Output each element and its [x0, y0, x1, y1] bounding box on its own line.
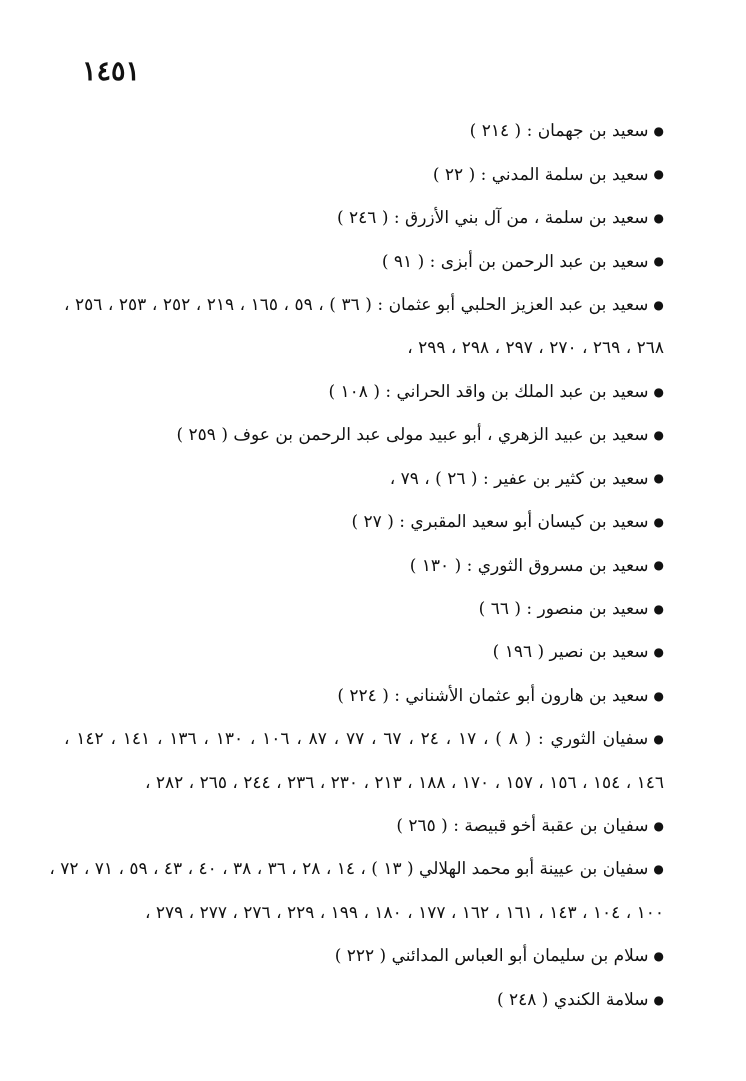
entry-label: سعيد بن عبيد الزهري ، أبو عبيد مولى عبد الرحمن بن عوف ( ٢٥٩ ) [176, 425, 649, 446]
index-entry [49, 848, 664, 935]
bullet-icon: ● [653, 471, 664, 486]
entry-label: سعيد بن سلمة المدني : ( ٢٢ ) [432, 164, 649, 185]
entry-text [337, 686, 664, 706]
entry-text [497, 990, 664, 1010]
index-entry [64, 675, 664, 718]
bullet-icon: ● [653, 124, 664, 138]
entry-text [49, 848, 664, 891]
bullet-icon: ● [653, 732, 664, 747]
index-entry [64, 979, 664, 1022]
entry-text [479, 599, 664, 619]
entry-label: سعيد بن هارون أبو عثمان الأشناني : ( ٢٢٤ ) [337, 685, 649, 706]
bullet-icon: ● [653, 949, 664, 964]
entry-label: سفيان الثوري : ( ٨ ) ، ١٧ ، ٢٤ ، ٦٧ ، ٧٧ ، ٨٧ ، ١٠٦ ، ١٣٠ ، ١٣٦ ، ١٤١ ، ١٤٢ ، [64, 729, 649, 750]
entry-text [335, 946, 664, 966]
entry-label: سعيد بن عبد العزيز الحلبي أبو عثمان : ( ٣٦ ) ، ٥٩ ، ١٦٥ ، ٢١٩ ، ٢٥٢ ، ٢٥٣ ، ٢٥٦ ، [64, 294, 649, 315]
index-entry [64, 153, 664, 196]
entry-label: سعيد بن عبد الرحمن بن أبزى : ( ٩١ ) [381, 251, 649, 272]
entry-continuation: ١٤٦ ، ١٥٤ ، ١٥٦ ، ١٥٧ ، ١٧٠ ، ١٨٨ ، ٢١٣ ، ٢٣٠ ، ٢٣٦ ، ٢٤٤ ، ٢٦٥ ، ٢٨٢ ، [144, 772, 664, 793]
index-entry [64, 284, 664, 371]
index-entry [64, 240, 664, 283]
entry-continuation: ١٠٠ ، ١٠٤ ، ١٤٣ ، ١٦١ ، ١٦٢ ، ١٧٧ ، ١٨٠ ، ١٩٩ ، ٢٢٩ ، ٢٧٦ ، ٢٧٧ ، ٢٧٩ ، [144, 902, 664, 923]
entry-text [433, 165, 664, 185]
index-entry [64, 457, 664, 500]
entry-label: سفيان بن عقبة أخو قبيصة : ( ٢٦٥ ) [396, 816, 649, 837]
entry-label: سعيد بن نصير ( ١٩٦ ) [492, 642, 649, 663]
index-entry [64, 544, 664, 587]
index-entry [64, 110, 664, 153]
bullet-icon: ● [653, 601, 664, 616]
page-number: ١٤٥١ [82, 56, 141, 87]
bullet-icon: ● [653, 818, 664, 833]
index-entry [64, 805, 664, 848]
bullet-icon: ● [653, 254, 664, 269]
entry-label: سعيد بن سلمة ، من آل بني الأزرق : ( ٢٤٦ ) [337, 208, 649, 229]
bullet-icon: ● [653, 558, 664, 573]
entry-text [382, 252, 664, 272]
entry-text [493, 642, 664, 662]
entry-text [64, 718, 664, 761]
bullet-icon: ● [653, 297, 665, 312]
entry-text [470, 121, 664, 141]
bullet-icon: ● [653, 862, 664, 877]
entry-label: سلام بن سليمان أبو العباس المدائني ( ٢٢٢ ) [334, 946, 649, 967]
entry-label: سعيد بن جهمان : ( ٢١٤ ) [469, 121, 649, 142]
entry-label: سعيد بن كثير بن عفير : ( ٢٦ ) ، ٧٩ ، [389, 468, 649, 489]
entry-text [396, 816, 664, 836]
index-entry [64, 718, 664, 805]
index-entry [64, 501, 664, 544]
index-entry [64, 197, 664, 240]
entry-label: سفيان بن عيينة أبو محمد الهلالي ( ١٣ ) ، ١٤ ، ٢٨ ، ٣٦ ، ٣٨ ، ٤٠ ، ٤٣ ، ٥٩ ، ٧١ ، ٧٢ ، [49, 859, 649, 880]
bullet-icon: ● [653, 992, 664, 1007]
bullet-icon: ● [653, 428, 664, 443]
entry-label: سعيد بن عبد الملك بن واقد الحراني : ( ١٠٨ ) [328, 381, 649, 402]
entry-label: سعيد بن مسروق الثوري : ( ١٣٠ ) [409, 555, 649, 576]
index-entry [64, 631, 664, 674]
bullet-icon: ● [653, 688, 664, 703]
bullet-icon: ● [653, 210, 664, 225]
index-entry [64, 588, 664, 631]
index-entry [64, 414, 664, 457]
index-entry [64, 935, 664, 978]
index-entry [64, 371, 664, 414]
bullet-icon: ● [653, 645, 664, 660]
entry-continuation: ٢٦٨ ، ٢٦٩ ، ٢٧٠ ، ٢٩٧ ، ٢٩٨ ، ٢٩٩ ، [407, 338, 664, 359]
entry-text [352, 512, 665, 532]
entry-label: سلامة الكندي ( ٢٤٨ ) [496, 989, 649, 1010]
bullet-icon: ● [653, 167, 664, 182]
name-index-list [49, 110, 665, 1022]
entry-text [176, 425, 664, 445]
entry-text [390, 469, 664, 489]
entry-text [64, 284, 664, 327]
entry-text [328, 382, 664, 402]
entry-label: سعيد بن منصور : ( ٦٦ ) [478, 598, 649, 619]
entry-label: سعيد بن كيسان أبو سعيد المقبري : ( ٢٧ ) [351, 512, 649, 533]
entry-text [337, 208, 664, 228]
bullet-icon: ● [653, 384, 664, 399]
entry-text [410, 556, 664, 576]
bullet-icon: ● [653, 514, 664, 529]
